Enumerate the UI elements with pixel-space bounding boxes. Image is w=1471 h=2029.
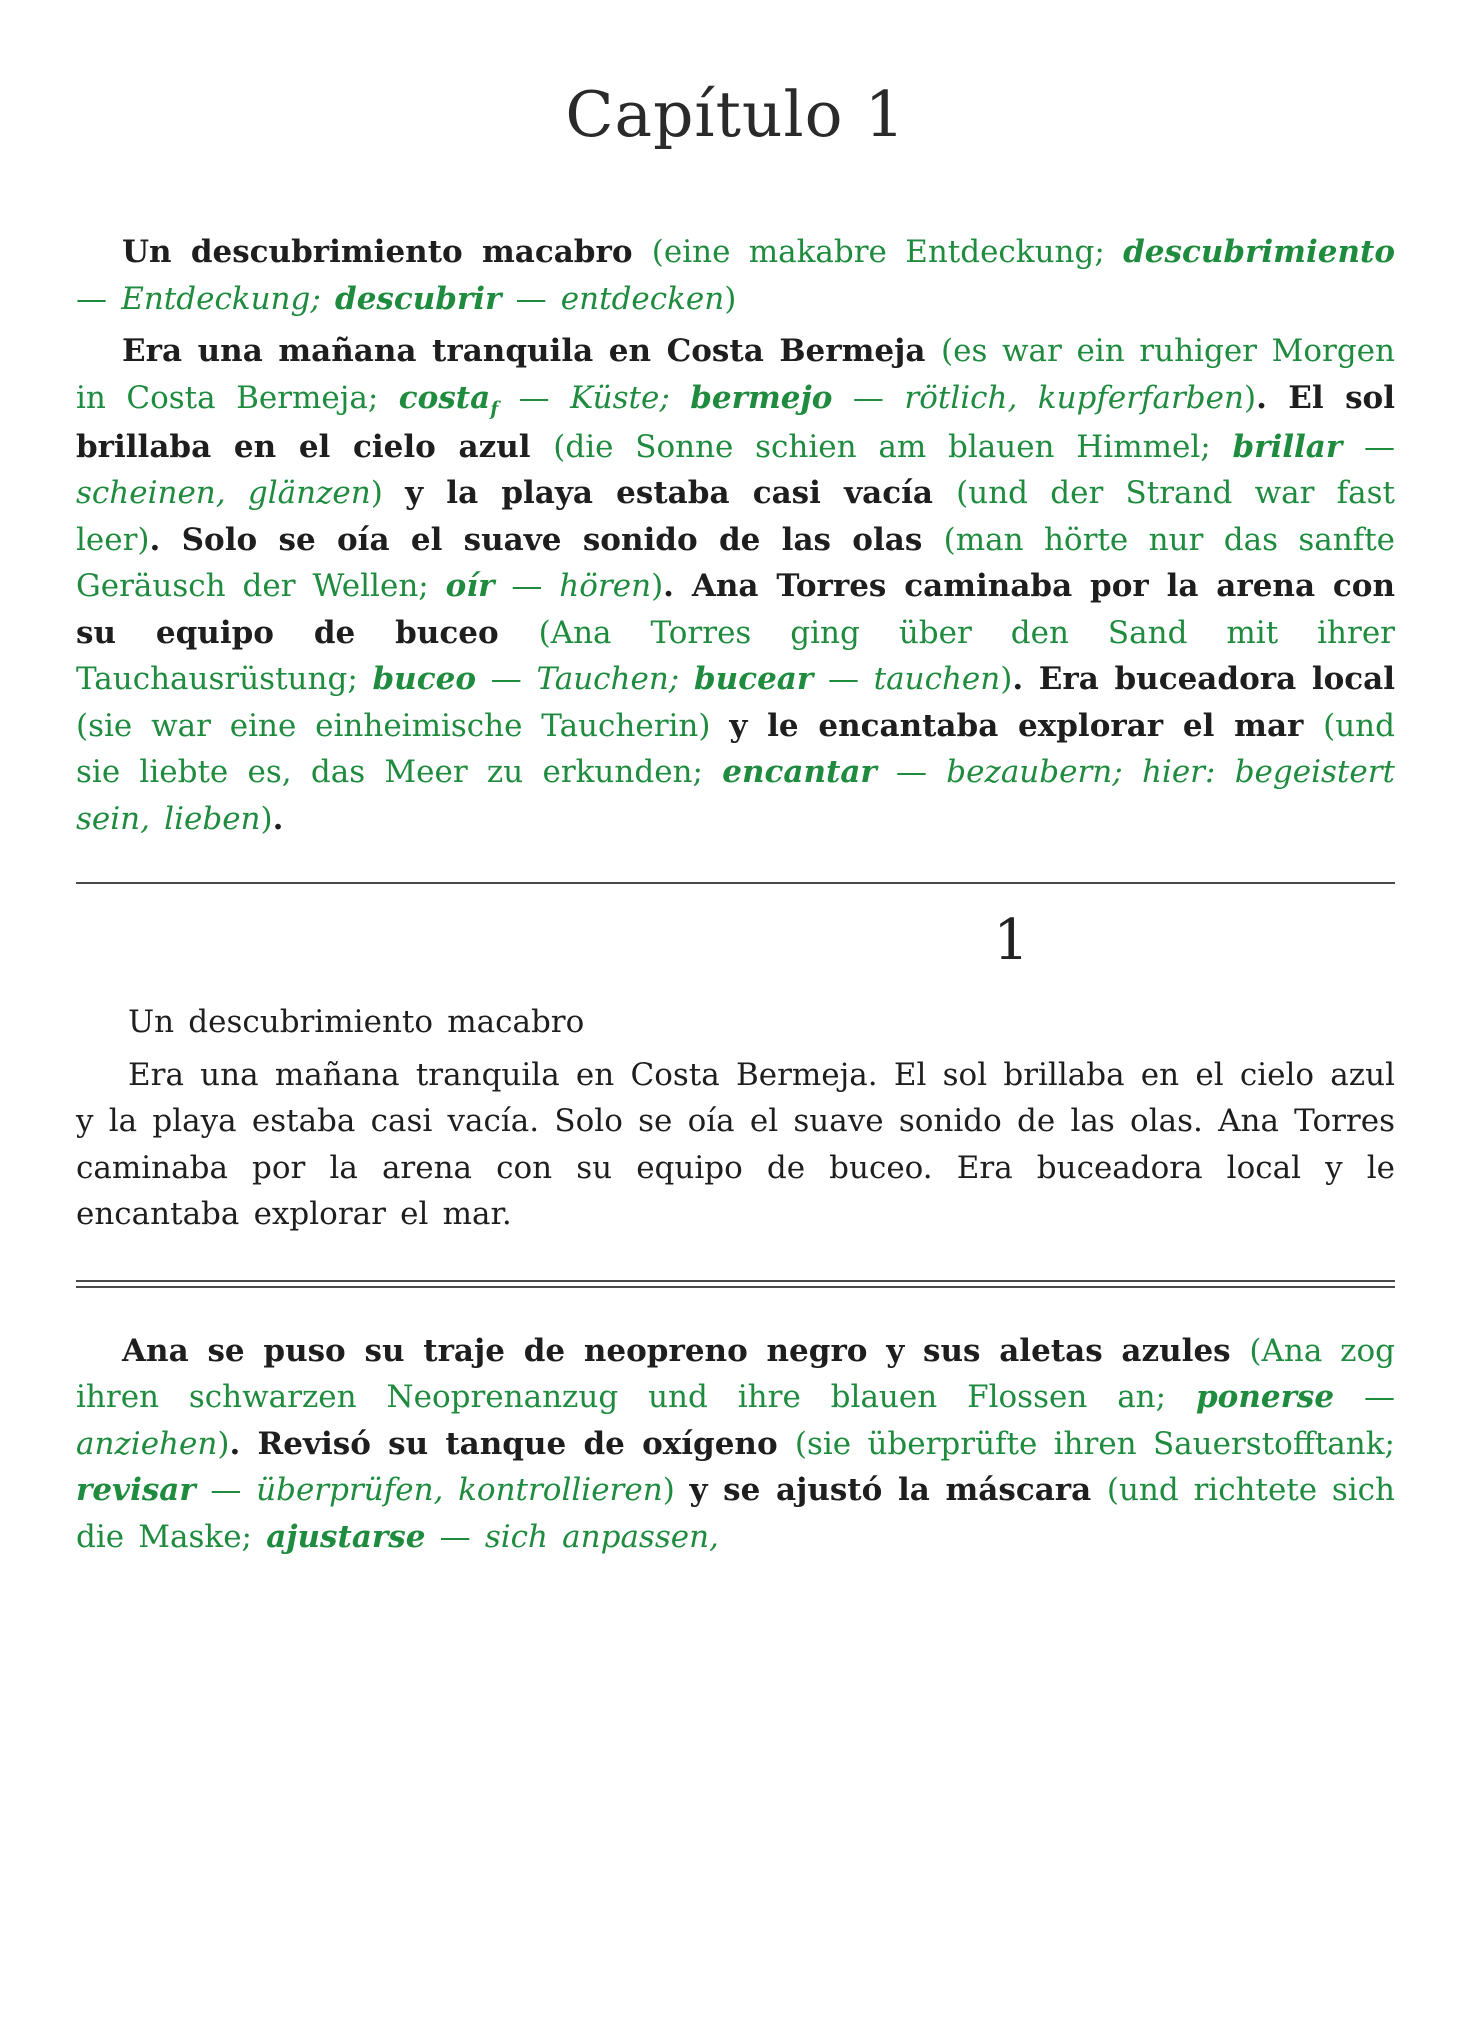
text-segment-de: ) [662,1472,690,1509]
text-segment-es: y se ajustó la máscara [689,1472,1107,1509]
text-segment-es: Un descubrimiento macabro [122,234,652,270]
text-segment-de: (und sie liebte es, das Meer zu erkunden; [76,707,1395,791]
text-segment-de: (eine makabre Entdeckung; [651,234,1124,270]
text-segment-de: ) [217,1425,230,1462]
text-segment-de: (und der Strand war fast leer) [76,475,1395,558]
text-segment-gloss: bermejo [690,379,833,416]
text-segment-dei: entdecken [560,280,725,317]
text-segment-dei: sich anpassen, [484,1518,719,1555]
text-segment-sub: f [490,398,499,420]
text-segment-dei: anziehen [76,1425,218,1462]
text-segment-es: . [272,800,284,837]
text-segment-de: (Ana zog ihren schwarzen Neoprenanzug und ihre blauen Flossen an; [76,1332,1395,1416]
text-segment-dei: tauchen [873,661,1001,698]
text-segment-de: — [476,661,537,698]
text-segment-gloss: ponerse [1195,1379,1335,1416]
text-segment-gloss: brillar [1232,428,1343,465]
text-segment-es: Era una mañana tranquila en Costa Bermeja [122,333,942,369]
text-segment-es: Ana se puso su traje de neopreno negro y sus aletas azules [122,1332,1250,1369]
text-segment-dei: hören [559,568,652,605]
section-divider-double [76,1280,1395,1288]
text-segment-dei: Tauchen; [536,661,694,698]
text-segment-de: — [813,661,874,698]
text-segment-es: . Solo se oía el suave sonido de las olas [149,521,944,558]
text-segment-gloss: revisar [76,1472,196,1509]
section-divider-single [76,882,1395,884]
text-segment-de: (und richtete sich die Maske; [76,1472,1395,1555]
text-segment-de: (man hörte nur das sanfte Geräusch der Wellen; [76,521,1395,605]
text-segment-dei: überprüfen, kontrollieren [256,1472,663,1509]
text-segment-de: ) [724,280,737,317]
text-segment-gloss: oír [445,568,495,605]
text-segment-de: (es war ein ruhiger Morgen in Costa Bermeja; [76,333,1395,416]
plain-paragraph-body: Era una mañana tranquila en Costa Bermeja. El sol brillaba en el cielo azul y la playa estaba casi vacía. Solo se oía el suave sonido de las olas. Ana Torres caminaba por la arena con su equipo de buceo. Era buceadora local y le encantaba explorar el mar. [76,1056,1395,1233]
text-segment-de: (die Sonne schien am blauen Himmel; [553,428,1233,465]
text-segment-dei: Küste; [570,379,691,416]
text-segment-dei: Entdeckung; [121,280,336,317]
text-segment-es: . El sol brillaba en el cielo azul [76,379,1396,465]
text-segment-de: — [498,379,571,416]
text-segment-de: — [876,754,947,791]
plain-paragraph-title: Un descubrimiento macabro [128,1004,585,1041]
section-number: 1 [993,908,1029,974]
text-segment-de: — [501,280,561,317]
gloss-paragraph-story [76,328,1395,842]
gloss-paragraph-continuation [76,1328,1395,1561]
text-segment-de: — [1342,428,1395,465]
text-segment-dei: scheinen, glänzen [76,475,371,512]
text-segment-es: y la playa estaba casi vacía [405,475,957,512]
text-segment-de: (Ana Torres ging über den Sand mit ihrer Tauchausrüstung; [76,614,1395,698]
text-segment-de: ) [1000,661,1013,698]
text-segment-de: — [76,280,122,317]
gloss-paragraph-heading [76,229,1395,322]
text-segment-gloss: descubrir [335,280,502,317]
text-segment-gloss: encantar [722,754,877,791]
text-segment-de: ) [1243,379,1257,416]
text-segment-es: . Era buceadora local [1012,661,1396,698]
text-segment-de: (sie überprüfte ihren Sauerstofftank; [794,1425,1395,1462]
text-segment-dei: bezaubern; hier: begeistert sein, lieben [76,754,1395,837]
text-segment-gloss: buceo [372,661,476,698]
text-segment-dei: rötlich, kupferfarben [904,379,1244,416]
text-segment-de: — [1334,1379,1395,1416]
text-segment-gloss: costa [398,379,491,416]
text-segment-gloss: descubrimiento [1123,234,1396,270]
text-segment-es: . Ana Torres caminaba por la arena con su equipo de buceo [76,568,1396,651]
text-segment-gloss: ajustarse [266,1518,426,1555]
text-segment-de: (sie war eine einheimische Taucherin) [76,707,730,744]
text-segment-es: . Revisó su tanque de oxígeno [229,1425,795,1462]
text-segment-es: y le encantaba explorar el mar [729,707,1324,744]
text-segment-de: — [195,1472,257,1509]
text-segment-de: ) [651,568,664,605]
text-segment-gloss: bucear [693,661,814,698]
chapter-title: Capítulo 1 [565,78,906,151]
text-segment-de: ) [260,800,273,837]
text-segment-de: ) [370,475,406,512]
text-segment-de: — [425,1518,485,1555]
text-segment-de: — [832,379,905,416]
text-segment-de: — [494,568,560,605]
